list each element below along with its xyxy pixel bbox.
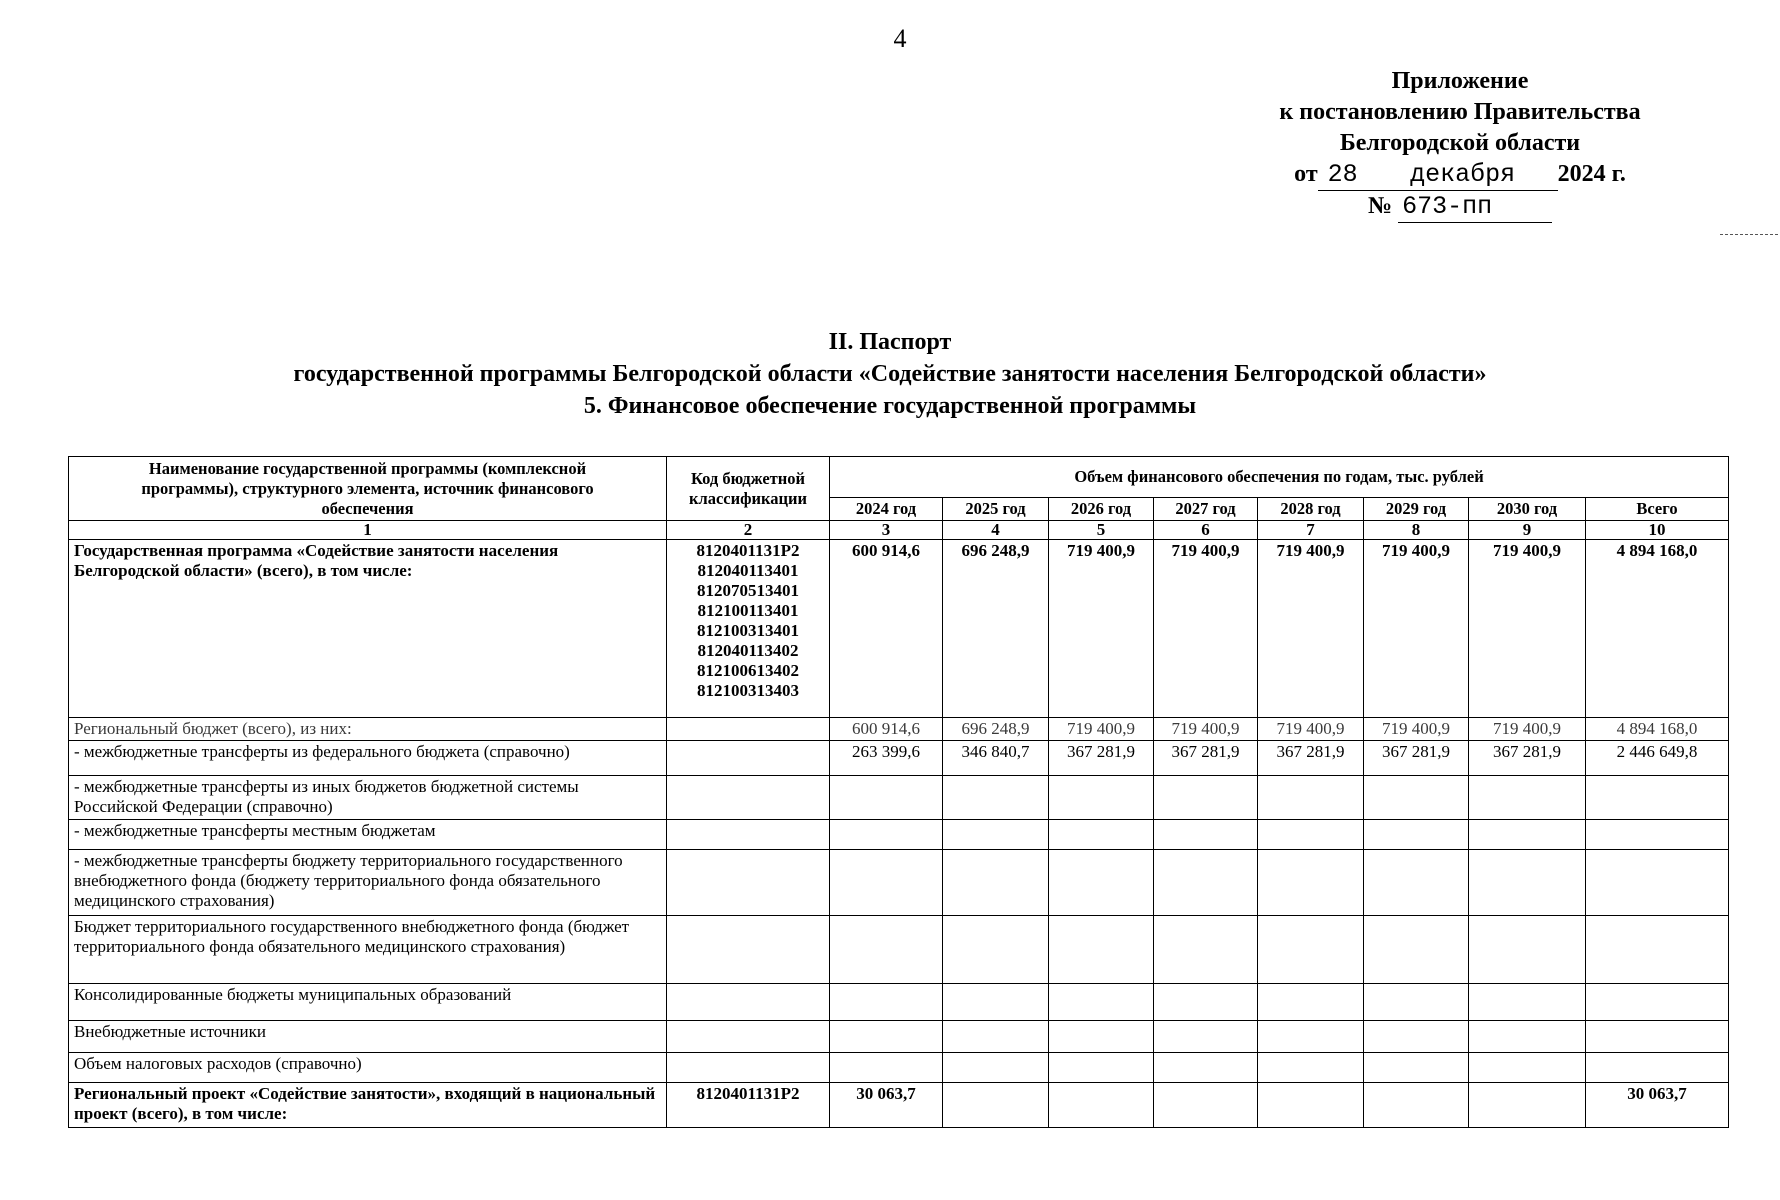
header-year: 2027 год xyxy=(1154,498,1258,521)
row-year-value: 367 281,9 xyxy=(1049,741,1154,776)
row-codes xyxy=(667,1021,830,1053)
table-row xyxy=(69,916,1729,984)
table-row xyxy=(69,718,1729,741)
row-year-value xyxy=(830,820,943,850)
row-year-value: 719 400,9 xyxy=(1049,540,1154,718)
budget-code: 812040113401 xyxy=(697,561,799,580)
row-total: 4 894 168,0 xyxy=(1586,718,1729,741)
row-codes xyxy=(667,540,830,718)
row-year-value xyxy=(1258,916,1364,984)
row-codes xyxy=(667,718,830,741)
date-prefix: от xyxy=(1294,161,1318,187)
row-year-value xyxy=(1154,776,1258,820)
row-year-value xyxy=(1258,850,1364,916)
row-year-value xyxy=(1258,1083,1364,1128)
header-row-1 xyxy=(69,457,1729,498)
table-row xyxy=(69,1083,1729,1128)
row-year-value: 367 281,9 xyxy=(1469,741,1586,776)
row-year-value xyxy=(943,1083,1049,1128)
row-year-value xyxy=(1049,1021,1154,1053)
row-year-value: 696 248,9 xyxy=(943,540,1049,718)
row-name: Внебюджетные источники xyxy=(69,1021,667,1053)
row-year-value xyxy=(830,1053,943,1083)
row-year-value xyxy=(1469,1053,1586,1083)
row-year-value xyxy=(1049,850,1154,916)
budget-code: 812040113402 xyxy=(697,641,799,660)
row-year-value xyxy=(943,1021,1049,1053)
table-row xyxy=(69,1053,1729,1083)
number-value: 673-пп xyxy=(1398,191,1552,223)
row-name: Объем налоговых расходов (справочно) xyxy=(69,1053,667,1083)
column-number: 8 xyxy=(1364,521,1469,540)
document-title xyxy=(0,326,1780,422)
title-passport: II. Паспорт xyxy=(828,329,952,355)
table-row xyxy=(69,1021,1729,1053)
budget-code: 812100313401 xyxy=(697,621,799,640)
row-codes xyxy=(667,1053,830,1083)
row-total xyxy=(1586,776,1729,820)
row-total: 4 894 168,0 xyxy=(1586,540,1729,718)
row-codes xyxy=(667,820,830,850)
appendix-region: Белгородской области xyxy=(1339,130,1581,156)
row-codes xyxy=(667,776,830,820)
budget-code: 8120401131P2 xyxy=(696,1084,800,1103)
row-year-value: 719 400,9 xyxy=(1258,718,1364,741)
row-year-value xyxy=(1049,820,1154,850)
row-total xyxy=(1586,820,1729,850)
column-number: 9 xyxy=(1469,521,1586,540)
column-number: 3 xyxy=(830,521,943,540)
budget-code: 812100113401 xyxy=(697,601,799,620)
row-year-value: 719 400,9 xyxy=(1258,540,1364,718)
budget-code: 812070513401 xyxy=(697,581,799,600)
row-year-value xyxy=(943,850,1049,916)
row-total: 30 063,7 xyxy=(1586,1083,1729,1128)
row-year-value xyxy=(1154,820,1258,850)
row-name: - межбюджетные трансферты из иных бюджетов бюджетной системы Российской Федерации (справочно) xyxy=(69,776,667,820)
row-year-value xyxy=(1049,1053,1154,1083)
row-year-value: 367 281,9 xyxy=(1364,741,1469,776)
row-year-value xyxy=(1364,984,1469,1021)
row-year-value xyxy=(1154,984,1258,1021)
row-codes xyxy=(667,741,830,776)
date-day: 28 xyxy=(1318,159,1368,191)
row-year-value xyxy=(1258,820,1364,850)
row-year-value xyxy=(1469,916,1586,984)
row-year-value: 346 840,7 xyxy=(943,741,1049,776)
row-name: Государственная программа «Содействие занятости населения Белгородской области» (всего), в том числе: xyxy=(69,540,667,718)
column-number: 7 xyxy=(1258,521,1364,540)
row-total xyxy=(1586,1053,1729,1083)
row-year-value xyxy=(830,776,943,820)
row-year-value xyxy=(1258,1053,1364,1083)
row-year-value: 719 400,9 xyxy=(1154,540,1258,718)
header-year: 2024 год xyxy=(830,498,943,521)
row-year-value xyxy=(1154,1083,1258,1128)
row-year-value xyxy=(1049,776,1154,820)
row-name: Региональный бюджет (всего), из них: xyxy=(69,718,667,741)
row-year-value xyxy=(1364,916,1469,984)
row-year-value xyxy=(1364,850,1469,916)
row-name: - межбюджетные трансферты местным бюджетам xyxy=(69,820,667,850)
row-name: Бюджет территориального государственного внебюджетного фонда (бюджет территориального фонда обязательного медицинского страхования) xyxy=(69,916,667,984)
budget-code: 812100313403 xyxy=(697,681,799,700)
header-volume: Объем финансового обеспечения по годам, тыс. рублей xyxy=(830,457,1729,498)
row-year-value xyxy=(1049,1083,1154,1128)
table-body xyxy=(69,540,1729,1128)
appendix-number xyxy=(1230,191,1690,223)
row-year-value: 367 281,9 xyxy=(1258,741,1364,776)
row-year-value xyxy=(1258,984,1364,1021)
row-year-value xyxy=(1469,850,1586,916)
row-total xyxy=(1586,916,1729,984)
financing-table xyxy=(68,456,1729,1128)
row-year-value: 719 400,9 xyxy=(1469,540,1586,718)
row-year-value xyxy=(1364,1053,1469,1083)
row-year-value: 719 400,9 xyxy=(1364,540,1469,718)
row-year-value xyxy=(943,776,1049,820)
table-row xyxy=(69,540,1729,718)
column-number: 5 xyxy=(1049,521,1154,540)
row-year-value xyxy=(1364,820,1469,850)
header-total: Всего xyxy=(1586,498,1729,521)
row-total xyxy=(1586,1021,1729,1053)
column-number: 4 xyxy=(943,521,1049,540)
row-year-value xyxy=(943,916,1049,984)
column-number: 10 xyxy=(1586,521,1729,540)
table-row xyxy=(69,850,1729,916)
row-name: - межбюджетные трансферты из федерального бюджета (справочно) xyxy=(69,741,667,776)
page-number: 4 xyxy=(893,24,907,53)
header-name: Наименование государственной программы (комплексной программы), структурного элемента, источник финансового обеспечения xyxy=(69,457,667,521)
number-prefix: № xyxy=(1367,193,1393,219)
row-year-value xyxy=(1154,1021,1258,1053)
row-year-value xyxy=(1364,776,1469,820)
row-year-value: 30 063,7 xyxy=(830,1083,943,1128)
row-total xyxy=(1586,850,1729,916)
row-year-value xyxy=(1049,916,1154,984)
header-code: Код бюджетной классификации xyxy=(667,457,830,521)
title-program: государственной программы Белгородской области «Содействие занятости населения Белгородской области» xyxy=(293,361,1487,387)
row-year-value: 600 914,6 xyxy=(830,718,943,741)
row-year-value xyxy=(1154,1053,1258,1083)
row-year-value xyxy=(1154,916,1258,984)
row-year-value: 719 400,9 xyxy=(1049,718,1154,741)
row-year-value xyxy=(1469,1021,1586,1053)
row-year-value xyxy=(1049,984,1154,1021)
row-year-value xyxy=(830,916,943,984)
row-total xyxy=(1586,984,1729,1021)
column-number-row xyxy=(69,521,1729,540)
budget-code: 812100613402 xyxy=(697,661,799,680)
table-row xyxy=(69,741,1729,776)
table-row xyxy=(69,984,1729,1021)
header-year: 2028 год xyxy=(1258,498,1364,521)
scan-mark xyxy=(1720,234,1778,235)
row-total: 2 446 649,8 xyxy=(1586,741,1729,776)
table-row xyxy=(69,776,1729,820)
title-section: 5. Финансовое обеспечение государственной программы xyxy=(583,393,1197,419)
row-year-value: 719 400,9 xyxy=(1469,718,1586,741)
date-year: 2024 г. xyxy=(1557,161,1626,187)
row-year-value: 600 914,6 xyxy=(830,540,943,718)
appendix-block xyxy=(1230,66,1690,223)
row-year-value xyxy=(943,820,1049,850)
header-year: 2030 год xyxy=(1469,498,1586,521)
row-year-value xyxy=(943,984,1049,1021)
row-year-value xyxy=(1258,776,1364,820)
row-year-value: 719 400,9 xyxy=(1154,718,1258,741)
row-name: - межбюджетные трансферты бюджету территориального государственного внебюджетного фонда (бюджету территориального фонда обязательного медицинского страхования) xyxy=(69,850,667,916)
row-year-value xyxy=(1258,1021,1364,1053)
table-row xyxy=(69,820,1729,850)
row-year-value xyxy=(1469,1083,1586,1128)
row-year-value xyxy=(1469,820,1586,850)
row-year-value xyxy=(830,1021,943,1053)
row-year-value: 367 281,9 xyxy=(1154,741,1258,776)
row-year-value xyxy=(830,984,943,1021)
header-year: 2026 год xyxy=(1049,498,1154,521)
row-year-value xyxy=(1469,984,1586,1021)
appendix-date xyxy=(1230,159,1690,191)
budget-code: 8120401131P2 xyxy=(696,541,800,560)
row-year-value xyxy=(943,1053,1049,1083)
row-name: Консолидированные бюджеты муниципальных образований xyxy=(69,984,667,1021)
row-year-value xyxy=(1364,1021,1469,1053)
column-number: 2 xyxy=(667,521,830,540)
column-number: 6 xyxy=(1154,521,1258,540)
row-codes xyxy=(667,984,830,1021)
row-year-value xyxy=(1154,850,1258,916)
date-month: декабря xyxy=(1368,159,1558,191)
row-codes xyxy=(667,1083,830,1128)
row-year-value xyxy=(1469,776,1586,820)
row-year-value: 719 400,9 xyxy=(1364,718,1469,741)
appendix-resolution: к постановлению Правительства xyxy=(1279,99,1641,125)
row-year-value xyxy=(830,850,943,916)
row-year-value: 696 248,9 xyxy=(943,718,1049,741)
appendix-title: Приложение xyxy=(1391,68,1529,94)
row-year-value xyxy=(1364,1083,1469,1128)
row-name: Региональный проект «Содействие занятости», входящий в национальный проект (всего), в том числе: xyxy=(69,1083,667,1128)
row-year-value: 263 399,6 xyxy=(830,741,943,776)
header-year: 2025 год xyxy=(943,498,1049,521)
row-codes xyxy=(667,916,830,984)
row-codes xyxy=(667,850,830,916)
header-year: 2029 год xyxy=(1364,498,1469,521)
column-number: 1 xyxy=(69,521,667,540)
